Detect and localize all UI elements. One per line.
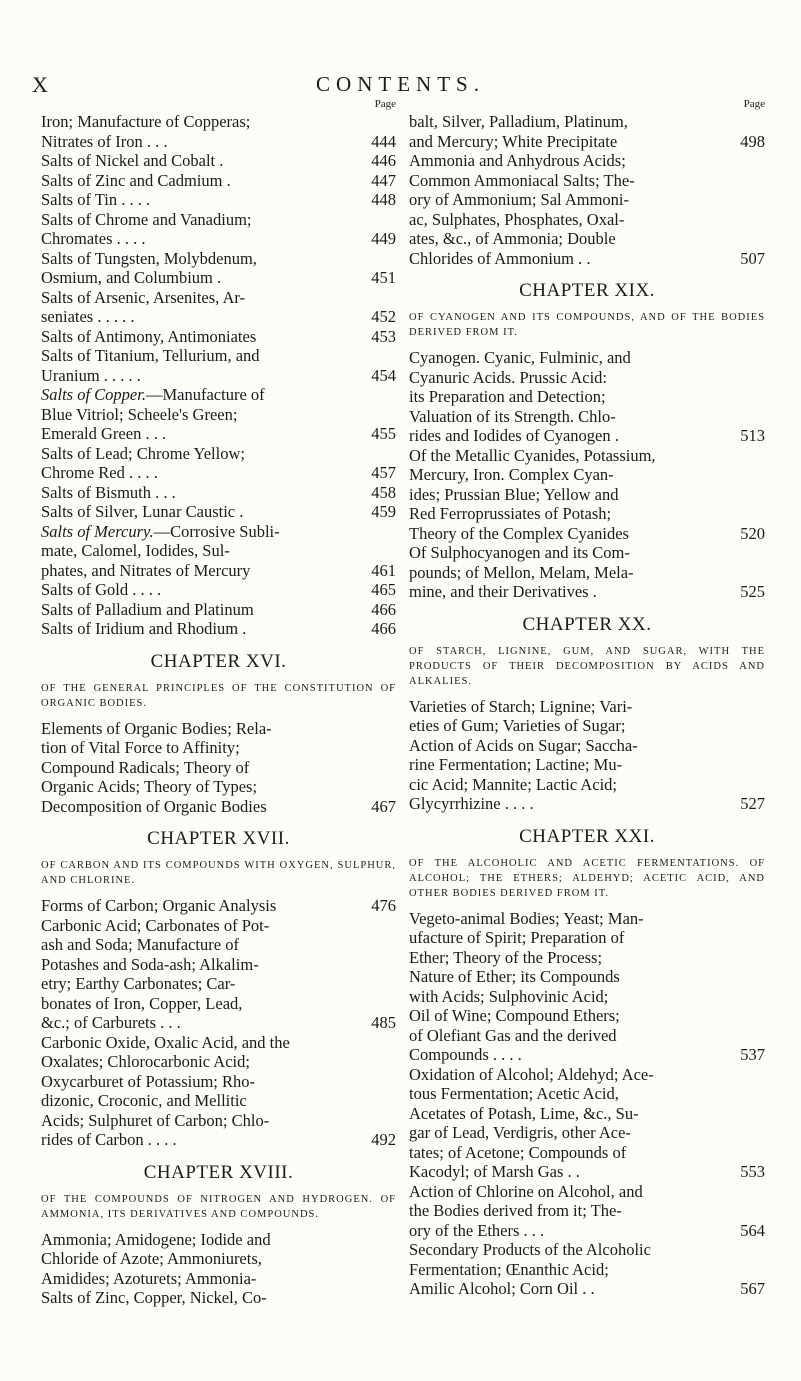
- toc-entry-text: rides and Iodides of Cyanogen .: [409, 426, 619, 445]
- toc-page-number: 498: [740, 131, 765, 151]
- toc-entry-text: Salts of Silver, Lunar Caustic .: [41, 502, 244, 521]
- toc-entry-text: Salts of Iridium and Rhodium .: [41, 619, 247, 638]
- toc-entry-text: the Bodies derived from it; The-: [409, 1201, 622, 1220]
- toc-entry-text: Ether; Theory of the Process;: [409, 947, 603, 967]
- toc-entry-text: Iron; Manufacture of Copperas;: [41, 112, 251, 131]
- toc-entry-text: &c.; of Carburets . . .: [41, 1013, 181, 1032]
- toc-entry-text: Varieties of Starch; Lignine; Vari-: [409, 696, 633, 716]
- toc-entry-line: [409, 1240, 765, 1260]
- toc-page-number: 492: [371, 1130, 396, 1149]
- toc-page-number: 476: [371, 896, 396, 915]
- toc-entry-line: [41, 307, 396, 327]
- toc-entry-text: bonates of Iron, Copper, Lead,: [41, 993, 243, 1013]
- toc-entry-line: [41, 1091, 396, 1111]
- toc-entry-line: [41, 916, 396, 936]
- toc-entry-line: [41, 151, 396, 171]
- toc-entry-line: [41, 385, 396, 405]
- toc-entry-text: its Preparation and Detection;: [409, 387, 606, 406]
- toc-entry-text: tion of Vital Force to Affinity;: [41, 738, 240, 757]
- toc-page-number: 466: [371, 599, 396, 619]
- toc-entry-line: [41, 580, 396, 600]
- toc-entry-text: Glycyrrhizine . . . .: [409, 794, 534, 813]
- toc-entry-line: [41, 619, 396, 639]
- toc-entry-text: cic Acid; Mannite; Lactic Acid;: [409, 774, 618, 794]
- toc-entry-line: [41, 1249, 396, 1269]
- toc-entry-line: [409, 1201, 765, 1221]
- toc-entry-text: Salts of Zinc and Cadmium .: [41, 170, 231, 190]
- toc-page-number: 513: [740, 426, 765, 445]
- toc-entry-text: rides of Carbon . . . .: [41, 1130, 177, 1149]
- toc-entry-line: [41, 1013, 396, 1033]
- toc-entry-text: mine, and their Derivatives .: [409, 582, 597, 601]
- toc-entry-line: [409, 407, 765, 427]
- toc-entry-line: [409, 775, 765, 795]
- toc-entry-line: [409, 1104, 765, 1124]
- toc-page-number: 447: [371, 170, 396, 190]
- chapter-18-entries: [41, 1230, 396, 1308]
- toc-page-number: 458: [371, 482, 396, 502]
- toc-entry-text: Carbonic Oxide, Oxalic Acid, and the: [41, 1032, 290, 1052]
- toc-entry-line: [409, 485, 765, 505]
- toc-entry-line: [409, 249, 765, 269]
- toc-entry-line: [409, 229, 765, 249]
- toc-entry-text: Salts of Gold . . . .: [41, 580, 162, 599]
- chapter-18-subtitle: OF THE COMPOUNDS OF NITROGEN AND HYDROGEN. OF AMMONIA, ITS DERIVATIVES AND COMPOUNDS.: [41, 1193, 396, 1220]
- chapter-21-entries: [409, 909, 765, 1299]
- chapter-18-heading: CHAPTER XVIII.: [143, 1161, 294, 1183]
- toc-entry-text: Salts of Palladium and Platinum: [41, 599, 254, 619]
- toc-entry-text: Ammonia and Anhydrous Acids;: [409, 151, 626, 170]
- toc-page-number: 457: [371, 463, 396, 482]
- toc-entry-line: [409, 1026, 765, 1046]
- toc-entry-text: Kacodyl; of Marsh Gas . .: [409, 1162, 580, 1181]
- toc-entry-text: Elements of Organic Bodies; Rela-: [41, 718, 272, 738]
- toc-entry-text: Forms of Carbon; Organic Analysis: [41, 896, 277, 915]
- toc-page-number: 455: [371, 424, 396, 443]
- toc-entry-text: with Acids; Sulphovinic Acid;: [409, 986, 609, 1006]
- toc-entry-text: Action of Chlorine on Alcohol, and: [409, 1181, 643, 1201]
- toc-entry-line: [409, 543, 765, 563]
- right-column: [409, 98, 765, 1299]
- toc-entry-text: ac, Sulphates, Phosphates, Oxal-: [409, 209, 625, 229]
- toc-entry-text: ates, &c., of Ammonia; Double: [409, 229, 616, 248]
- toc-entry-line: [41, 132, 396, 152]
- toc-entry-text: Cyanogen. Cyanic, Fulminic, and: [409, 348, 631, 367]
- toc-entry-line: [41, 1033, 396, 1053]
- toc-entry-text: Action of Acids on Sugar; Saccha-: [409, 735, 638, 755]
- toc-entry-text: Oxalates; Chlorocarbonic Acid;: [41, 1052, 250, 1071]
- page-label-right: Page: [743, 98, 765, 110]
- toc-entry-line: [409, 697, 765, 717]
- right-intro-entries: [409, 112, 765, 268]
- toc-entry-text: ides; Prussian Blue; Yellow and: [409, 484, 619, 504]
- toc-entry-line: [41, 719, 396, 739]
- toc-page-number: 525: [740, 582, 765, 601]
- toc-entry-line: [41, 522, 396, 542]
- toc-entry-text: gar of Lead, Verdigris, other Ace-: [409, 1123, 631, 1142]
- toc-entry-line: [409, 1182, 765, 1202]
- toc-entry-line: [409, 210, 765, 230]
- toc-entry-text: Potashes and Soda-ash; Alkalim-: [41, 954, 259, 974]
- toc-entry-text: Chloride of Azote; Ammoniurets,: [41, 1249, 262, 1268]
- toc-entry-line: [409, 736, 765, 756]
- chapter-20-entries: [409, 697, 765, 814]
- toc-entry-text: balt, Silver, Palladium, Platinum,: [409, 112, 628, 131]
- toc-entry-line: [41, 1072, 396, 1092]
- toc-page-number: 527: [740, 794, 765, 813]
- toc-entry-line: [409, 151, 765, 171]
- toc-entry-line: [41, 268, 396, 288]
- toc-entry-line: [41, 994, 396, 1014]
- toc-entry-text: Theory of the Complex Cyanides: [409, 523, 629, 543]
- toc-entry-text: Oxycarburet of Potassium; Rho-: [41, 1071, 256, 1091]
- chapter-16-heading: CHAPTER XVI.: [150, 650, 287, 672]
- toc-entry-text: Salts of Lead; Chrome Yellow;: [41, 443, 245, 463]
- toc-entry-line: [41, 541, 396, 561]
- chapter-20-subtitle: OF STARCH, LIGNINE, GUM, AND SUGAR, WITH THE PRODUCTS OF THEIR DECOMPOSITION BY ACIDS AND ALKALIES.: [409, 645, 765, 687]
- toc-entry-line: [41, 758, 396, 778]
- toc-entry-line: [409, 112, 765, 132]
- toc-entry-text: pounds; of Mellon, Melam, Mela-: [409, 562, 634, 582]
- toc-entry-line: [409, 755, 765, 775]
- toc-entry-line: [409, 1279, 765, 1299]
- toc-entry-text: Salts of Titanium, Tellurium, and: [41, 346, 260, 365]
- toc-entry-text: Valuation of its Strength. Chlo-: [409, 406, 616, 426]
- running-title: CONTENTS.: [316, 72, 485, 96]
- toc-entry-line: [409, 446, 765, 466]
- toc-entry-line: [409, 1065, 765, 1085]
- toc-entry-text: Oxidation of Alcohol; Aldehyd; Ace-: [409, 1064, 654, 1084]
- toc-entry-line: [409, 582, 765, 602]
- toc-entry-line: [41, 935, 396, 955]
- toc-entry-line: [41, 171, 396, 191]
- toc-entry-line: [409, 1143, 765, 1163]
- toc-entry-line: [41, 463, 396, 483]
- toc-page-number: 449: [371, 229, 396, 248]
- toc-page-number: 567: [740, 1279, 765, 1298]
- toc-entry-text: Salts of Tin . . . .: [41, 190, 151, 209]
- toc-entry-text: Salts of Bismuth . . .: [41, 482, 176, 502]
- toc-entry-line: [409, 171, 765, 191]
- toc-page-number: 466: [371, 619, 396, 638]
- toc-entry-line: [41, 1052, 396, 1072]
- toc-entry-line: [41, 249, 396, 269]
- toc-page-number: 461: [371, 560, 396, 580]
- toc-entry-text: Carbonic Acid; Carbonates of Pot-: [41, 915, 270, 935]
- toc-entry-line: [41, 502, 396, 522]
- toc-entry-text: Organic Acids; Theory of Types;: [41, 777, 258, 796]
- left-column: [41, 98, 396, 1308]
- toc-entry-line: [409, 1221, 765, 1241]
- toc-entry-line: [409, 190, 765, 210]
- toc-entry-line: [409, 368, 765, 388]
- toc-page-number: 465: [371, 580, 396, 599]
- toc-entry-line: [409, 504, 765, 524]
- toc-entry-text: mate, Calomel, Iodides, Sul-: [41, 541, 230, 560]
- toc-entry-text: Vegeto-animal Bodies; Yeast; Man-: [409, 908, 644, 928]
- toc-entry-line: [409, 132, 765, 152]
- toc-page-number: 448: [371, 190, 396, 209]
- toc-entry-text: Blue Vitriol; Scheele's Green;: [41, 404, 238, 424]
- toc-page-number: 564: [740, 1220, 765, 1240]
- toc-entry-line: [41, 738, 396, 758]
- toc-entry-text: Ammonia; Amidogene; Iodide and: [41, 1229, 271, 1249]
- toc-entry-text: Salts of Copper.—Manufacture of: [41, 385, 265, 404]
- toc-entry-line: [41, 1288, 396, 1308]
- toc-entry-line: [41, 561, 396, 581]
- toc-entry-text: Salts of Tungsten, Molybdenum,: [41, 248, 257, 268]
- toc-entry-text: Chlorides of Ammonium . .: [409, 248, 591, 268]
- toc-entry-text: Red Ferroprussiates of Potash;: [409, 504, 612, 523]
- toc-entry-text: Emerald Green . . .: [41, 424, 167, 443]
- toc-entry-text: Common Ammoniacal Salts; The-: [409, 170, 635, 190]
- toc-entry-text: Salts of Arsenic, Arsenites, Ar-: [41, 287, 246, 307]
- toc-entry-line: [41, 346, 396, 366]
- toc-entry-line: [41, 955, 396, 975]
- chapter-16-subtitle: OF THE GENERAL PRINCIPLES OF THE CONSTITUTION OF ORGANIC BODIES.: [41, 682, 396, 709]
- toc-entry-text: etry; Earthy Carbonates; Car-: [41, 974, 236, 993]
- toc-entry-line: [41, 424, 396, 444]
- toc-entry-text: Salts of Chrome and Vanadium;: [41, 209, 252, 229]
- toc-entry-line: [409, 1045, 765, 1065]
- chapter-17-entries: [41, 896, 396, 1150]
- toc-entry-line: [409, 987, 765, 1007]
- toc-entry-text: Osmium, and Columbium .: [41, 268, 222, 287]
- toc-entry-line: [41, 327, 396, 347]
- toc-entry-text: ufacture of Spirit; Preparation of: [409, 928, 625, 947]
- chapter-17-subtitle: OF CARBON AND ITS COMPOUNDS WITH OXYGEN, SULPHUR, AND CHLORINE.: [41, 860, 396, 886]
- toc-entry-line: [41, 210, 396, 230]
- left-intro-entries: [41, 112, 396, 639]
- toc-entry-line: [409, 1260, 765, 1280]
- toc-page-number: 537: [740, 1045, 765, 1064]
- toc-page-number: 444: [371, 131, 396, 151]
- chapter-19-entries: [409, 348, 765, 602]
- toc-page-number: 446: [371, 151, 396, 170]
- toc-page-number: 467: [371, 796, 396, 816]
- toc-page-number: 553: [740, 1162, 765, 1181]
- toc-entry-line: [41, 483, 396, 503]
- toc-entry-line: [409, 1162, 765, 1182]
- toc-entry-text: Acetates of Potash, Lime, &c., Su-: [409, 1103, 639, 1123]
- toc-entry-text: of Olefiant Gas and the derived: [409, 1025, 617, 1045]
- toc-entry-line: [41, 1269, 396, 1289]
- toc-entry-text: eties of Gum; Varieties of Sugar;: [409, 716, 626, 735]
- toc-entry-line: [409, 967, 765, 987]
- chapter-20-heading: CHAPTER XX.: [522, 613, 652, 635]
- toc-page-number: 507: [740, 248, 765, 268]
- toc-entry-line: [409, 1006, 765, 1026]
- toc-entry-line: [409, 948, 765, 968]
- toc-entry-text: Amidides; Azoturets; Ammonia-: [41, 1268, 257, 1288]
- page-label: Page: [374, 98, 396, 110]
- toc-entry-line: [41, 405, 396, 425]
- toc-entry-line: [41, 190, 396, 210]
- toc-entry-text: Nature of Ether; its Compounds: [409, 967, 620, 986]
- toc-entry-text: Secondary Products of the Alcoholic: [409, 1240, 651, 1259]
- toc-entry-line: [409, 563, 765, 583]
- chapter-19-subtitle: OF CYANOGEN AND ITS COMPOUNDS, AND OF THE BODIES DERIVED FROM IT.: [409, 312, 765, 338]
- toc-entry-line: [409, 716, 765, 736]
- toc-entry-line: [41, 288, 396, 308]
- toc-entry-text: rine Fermentation; Lactine; Mu-: [409, 755, 623, 774]
- toc-page-number: 453: [371, 326, 396, 346]
- toc-entry-text: Chromates . . . .: [41, 229, 146, 248]
- toc-entry-text: Oil of Wine; Compound Ethers;: [409, 1006, 620, 1025]
- toc-entry-line: [41, 1130, 396, 1150]
- toc-entry-text: phates, and Nitrates of Mercury: [41, 560, 251, 580]
- toc-entry-text: Compound Radicals; Theory of: [41, 757, 250, 777]
- toc-entry-line: [41, 229, 396, 249]
- chapter-21-heading: CHAPTER XXI.: [519, 825, 655, 847]
- toc-entry-text: Salts of Antimony, Antimoniates: [41, 326, 257, 346]
- toc-entry-text: Mercury, Iron. Complex Cyan-: [409, 465, 614, 484]
- chapter-21-subtitle: OF THE ALCOHOLIC AND ACETIC FERMENTATIONS. OF ALCOHOL; THE ETHERS; ALDEHYD; ACETIC ACID, AND OTHER BODIES DERIVED FROM IT.: [409, 857, 765, 899]
- toc-entry-text: seniates . . . . .: [41, 307, 135, 326]
- toc-page-number: 459: [371, 502, 396, 521]
- chapter-17-heading: CHAPTER XVII.: [147, 828, 290, 849]
- toc-entry-text: tous Fermentation; Acetic Acid,: [409, 1084, 619, 1103]
- toc-entry-text: Salts of Mercury.—Corrosive Subli-: [41, 521, 280, 541]
- toc-entry-line: [41, 777, 396, 797]
- toc-entry-text: Of Sulphocyanogen and its Com-: [409, 543, 630, 562]
- toc-page-number: 451: [371, 268, 396, 287]
- toc-entry-text: Cyanuric Acids. Prussic Acid:: [409, 367, 607, 387]
- toc-entry-text: Decomposition of Organic Bodies: [41, 796, 267, 816]
- page-number: X: [32, 72, 48, 97]
- toc-entry-text: Compounds . . . .: [409, 1045, 522, 1064]
- toc-entry-text: Amilic Alcohol; Corn Oil . .: [409, 1279, 595, 1298]
- toc-entry-text: Of the Metallic Cyanides, Potassium,: [409, 445, 656, 465]
- toc-page-number: 452: [371, 307, 396, 326]
- toc-entry-line: [409, 426, 765, 446]
- toc-entry-text: Uranium . . . . .: [41, 365, 141, 385]
- toc-entry-text: ory of the Ethers . . .: [409, 1220, 545, 1240]
- toc-entry-line: [41, 896, 396, 916]
- toc-entry-text: Fermentation; Œnanthic Acid;: [409, 1259, 609, 1279]
- toc-entry-line: [409, 1123, 765, 1143]
- toc-entry-text: Chrome Red . . . .: [41, 463, 158, 482]
- toc-entry-text: dizonic, Croconic, and Mellitic: [41, 1091, 247, 1110]
- toc-entry-line: [41, 797, 396, 817]
- toc-entry-text: tates; of Acetone; Compounds of: [409, 1142, 627, 1162]
- toc-entry-line: [409, 1084, 765, 1104]
- chapter-16-entries: [41, 719, 396, 817]
- toc-entry-line: [41, 600, 396, 620]
- toc-entry-line: [409, 387, 765, 407]
- toc-entry-text: Salts of Zinc, Copper, Nickel, Co-: [41, 1288, 267, 1307]
- toc-entry-line: [409, 794, 765, 814]
- toc-entry-text: Salts of Nickel and Cobalt .: [41, 151, 224, 170]
- toc-entry-line: [409, 348, 765, 368]
- toc-entry-text: Acids; Sulphuret of Carbon; Chlo-: [41, 1110, 270, 1130]
- toc-page-number: 454: [371, 365, 396, 385]
- chapter-19-heading: CHAPTER XIX.: [519, 280, 655, 301]
- toc-entry-line: [409, 524, 765, 544]
- toc-entry-text: ory of Ammonium; Sal Ammoni-: [409, 190, 630, 209]
- toc-entry-line: [41, 366, 396, 386]
- toc-entry-line: [41, 1230, 396, 1250]
- toc-entry-text: Nitrates of Iron . . .: [41, 131, 168, 151]
- toc-entry-text: and Mercury; White Precipitate: [409, 131, 618, 151]
- toc-entry-line: [41, 974, 396, 994]
- toc-entry-line: [41, 444, 396, 464]
- toc-entry-line: [409, 465, 765, 485]
- toc-entry-line: [409, 909, 765, 929]
- toc-page-number: 485: [371, 1013, 396, 1032]
- toc-entry-line: [41, 1111, 396, 1131]
- toc-entry-text: ash and Soda; Manufacture of: [41, 935, 239, 954]
- toc-entry-line: [409, 928, 765, 948]
- toc-page-number: 520: [740, 523, 765, 543]
- toc-entry-line: [41, 112, 396, 132]
